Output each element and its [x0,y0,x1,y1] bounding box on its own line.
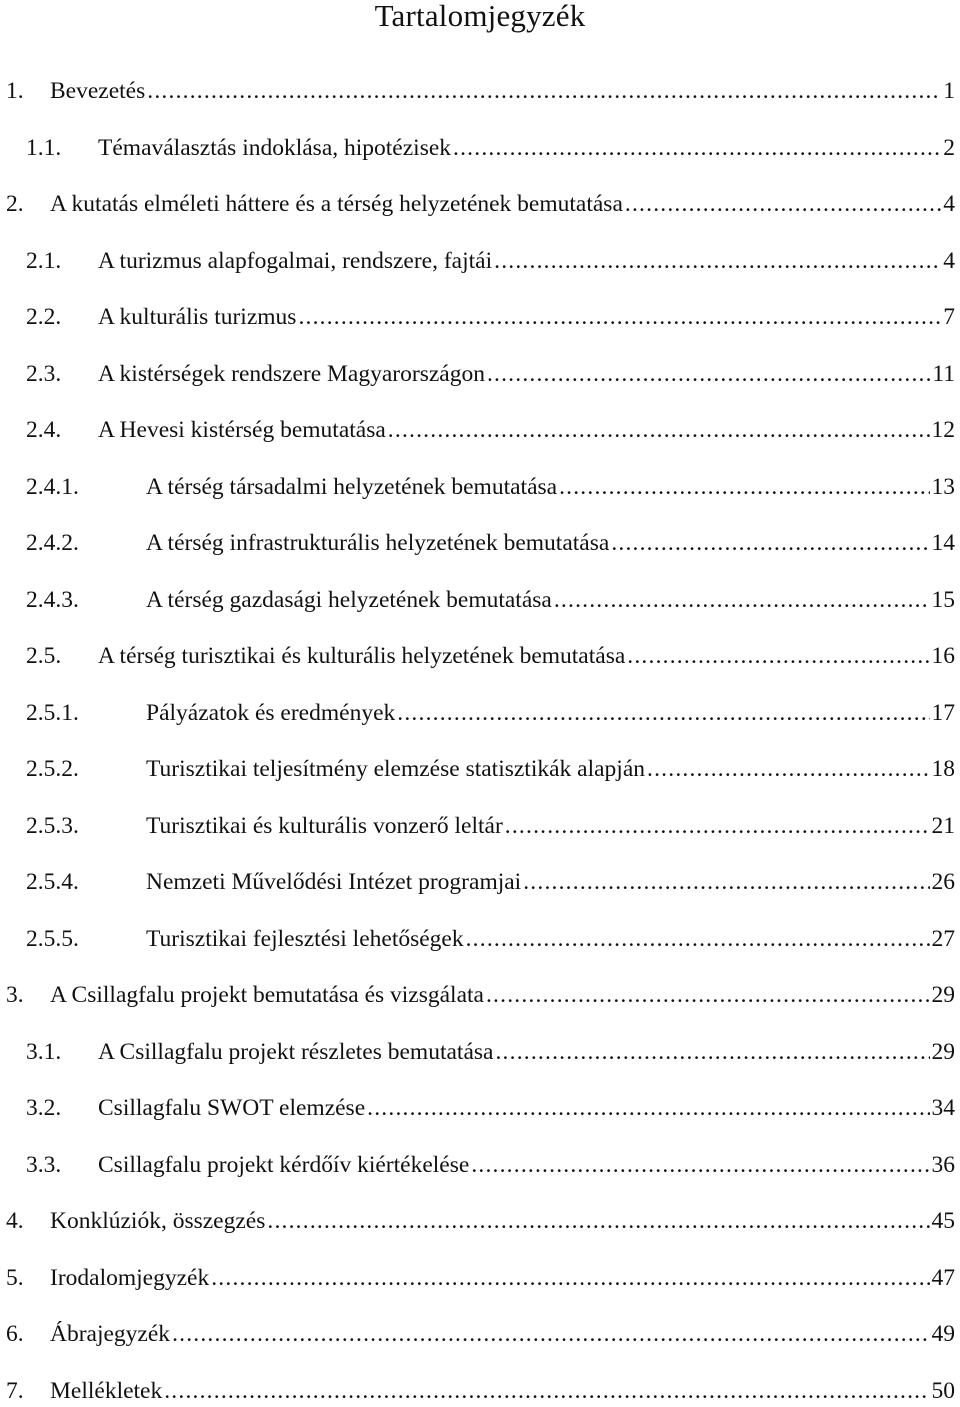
toc-dot-leader [494,245,941,277]
toc-entry[interactable] [0,584,955,616]
toc-entry-page-number: 36 [931,1152,955,1178]
toc-entry-page-number: 15 [931,587,955,613]
toc-entry[interactable] [0,1375,955,1407]
toc-entry-label: A Hevesi kistérség bemutatása [98,417,386,443]
toc-entry-page-number: 11 [932,361,955,387]
toc-entry[interactable] [0,414,955,446]
toc-entry-page-number: 29 [931,982,955,1008]
toc-entry-number: 3.3. [26,1152,62,1178]
toc-entry[interactable] [0,301,955,333]
toc-entry-label: Konklúziók, összegzés [50,1208,266,1234]
toc-entry-label: A térség turisztikai és kulturális helyzetének bemutatása [98,643,626,669]
toc-dot-leader [625,188,941,220]
toc-entry-number: 6. [6,1321,24,1347]
toc-entry[interactable] [0,1262,955,1294]
toc-entry-label: Csillagfalu projekt kérdőív kiértékelése [98,1152,470,1178]
toc-entry-page-number: 26 [931,869,955,895]
toc-entry-label: Nemzeti Művelődési Intézet programjai [146,869,522,895]
toc-entry[interactable] [0,753,955,785]
toc-entry-number: 2.3. [26,361,62,387]
toc-entry-number: 2.4.3. [26,587,79,613]
toc-entry-page-number: 1 [943,78,955,104]
toc-entry-page-number: 2 [943,135,955,161]
toc-entry-page-number: 27 [931,926,955,952]
toc-entry-page-number: 4 [943,248,955,274]
toc-entry-label: Irodalomjegyzék [50,1265,210,1291]
toc-entry[interactable] [0,75,955,107]
page-title: Tartalomjegyzék [374,0,586,33]
toc-entry-number: 1.1. [26,135,62,161]
toc-dot-leader [172,1318,929,1350]
toc-dot-leader [611,527,929,559]
toc-entry-number: 3. [6,982,24,1008]
toc-entry[interactable] [0,245,955,277]
toc-entry-label: A térség társadalmi helyzetének bemutatása [146,474,558,500]
toc-entry-label: Bevezetés [50,78,146,104]
toc-entry[interactable] [0,866,955,898]
toc-entry-number: 2.4. [26,417,62,443]
toc-entry[interactable] [0,1149,955,1181]
toc-dot-leader [505,810,930,842]
toc-entry-page-number: 34 [931,1095,955,1121]
toc-entry-page-number: 45 [931,1208,955,1234]
toc-entry-number: 2.1. [26,248,62,274]
toc-entry-number: 3.1. [26,1039,62,1065]
toc-entry[interactable] [0,132,955,164]
toc-entry-number: 4. [6,1208,24,1234]
toc-entry-number: 2.5.3. [26,813,79,839]
toc-dot-leader [627,640,929,672]
toc-entry-label: A térség infrastrukturális helyzetének bemutatása [146,530,610,556]
toc-entry-page-number: 4 [943,191,955,217]
toc-entry-label: Pályázatok és eredmények [146,700,396,726]
toc-entry-number: 2. [6,191,24,217]
toc-entry-number: 3.2. [26,1095,62,1121]
toc-entry[interactable] [0,923,955,955]
toc-dot-leader [397,697,929,729]
toc-entry-page-number: 21 [931,813,955,839]
toc-dot-leader [523,866,929,898]
toc-entry-number: 2.4.2. [26,530,79,556]
toc-dot-leader [559,471,929,503]
toc-entry-number: 7. [6,1378,24,1404]
toc-entry-page-number: 50 [931,1378,955,1404]
toc-entry-page-number: 29 [931,1039,955,1065]
toc-dot-leader [147,75,941,107]
toc-entry-page-number: 13 [931,474,955,500]
toc-entry-label: A kutatás elméleti háttere és a térség helyzetének bemutatása [50,191,623,217]
toc-entry-label: A kistérségek rendszere Magyarországon [98,361,485,387]
toc-dot-leader [453,132,941,164]
toc-entry-page-number: 7 [943,304,955,330]
toc-entry[interactable] [0,697,955,729]
toc-dot-leader [495,1036,929,1068]
toc-entry-number: 2.5.1. [26,700,79,726]
toc-dot-leader [554,584,930,616]
toc-dot-leader [367,1092,929,1124]
toc-dot-leader [466,923,930,955]
toc-entry-number: 2.5.5. [26,926,79,952]
toc-entry[interactable] [0,1092,955,1124]
toc-dot-leader [487,358,930,390]
toc-dot-leader [267,1205,929,1237]
toc-entry[interactable] [0,640,955,672]
toc-entry-page-number: 12 [931,417,955,443]
toc-dot-leader [388,414,930,446]
toc-entry[interactable] [0,188,955,220]
toc-entry-label: Turisztikai fejlesztési lehetőségek [146,926,464,952]
toc-entry-page-number: 16 [931,643,955,669]
toc-entry-number: 2.2. [26,304,62,330]
toc-entry[interactable] [0,358,955,390]
toc-entry-number: 1. [6,78,24,104]
toc-entry[interactable] [0,527,955,559]
toc-entry-label: A kulturális turizmus [98,304,297,330]
toc-entry-label: Mellékletek [50,1378,163,1404]
toc-entry-label: Turisztikai teljesítmény elemzése statisztikák alapján [146,756,646,782]
toc-entry-number: 2.5.2. [26,756,79,782]
toc-dot-leader [486,979,930,1011]
toc-dot-leader [298,301,941,333]
toc-entry-page-number: 17 [931,700,955,726]
toc-entry-page-number: 18 [931,756,955,782]
toc-entry-label: Ábrajegyzék [50,1321,171,1347]
toc-entry-page-number: 47 [931,1265,955,1291]
toc-dot-leader [471,1149,929,1181]
toc-entry[interactable] [0,979,955,1011]
toc-entry-label: A térség gazdasági helyzetének bemutatása [146,587,552,613]
toc-entry-number: 2.5.4. [26,869,79,895]
toc-entry[interactable] [0,1318,955,1350]
toc-entry-label: A turizmus alapfogalmai, rendszere, fajtái [98,248,493,274]
toc-entry[interactable] [0,1205,955,1237]
toc-entry-label: Csillagfalu SWOT elemzése [98,1095,366,1121]
toc-entry[interactable] [0,471,955,503]
toc-dot-leader [164,1375,929,1407]
toc-entry-page-number: 49 [931,1321,955,1347]
toc-entry-number: 2.5. [26,643,62,669]
toc-dot-leader [647,753,929,785]
toc-entry-page-number: 14 [931,530,955,556]
toc-entry[interactable] [0,810,955,842]
toc-entry-number: 2.4.1. [26,474,79,500]
toc-entry-number: 5. [6,1265,24,1291]
toc-entry-label: Turisztikai és kulturális vonzerő leltár [146,813,503,839]
toc-entry-label: A Csillagfalu projekt részletes bemutatása [98,1039,494,1065]
toc-entry-label: Témaválasztás indoklása, hipotézisek [98,135,452,161]
toc-entry[interactable] [0,1036,955,1068]
toc-dot-leader [211,1262,929,1294]
toc-entry-label: A Csillagfalu projekt bemutatása és vizsgálata [50,982,484,1008]
